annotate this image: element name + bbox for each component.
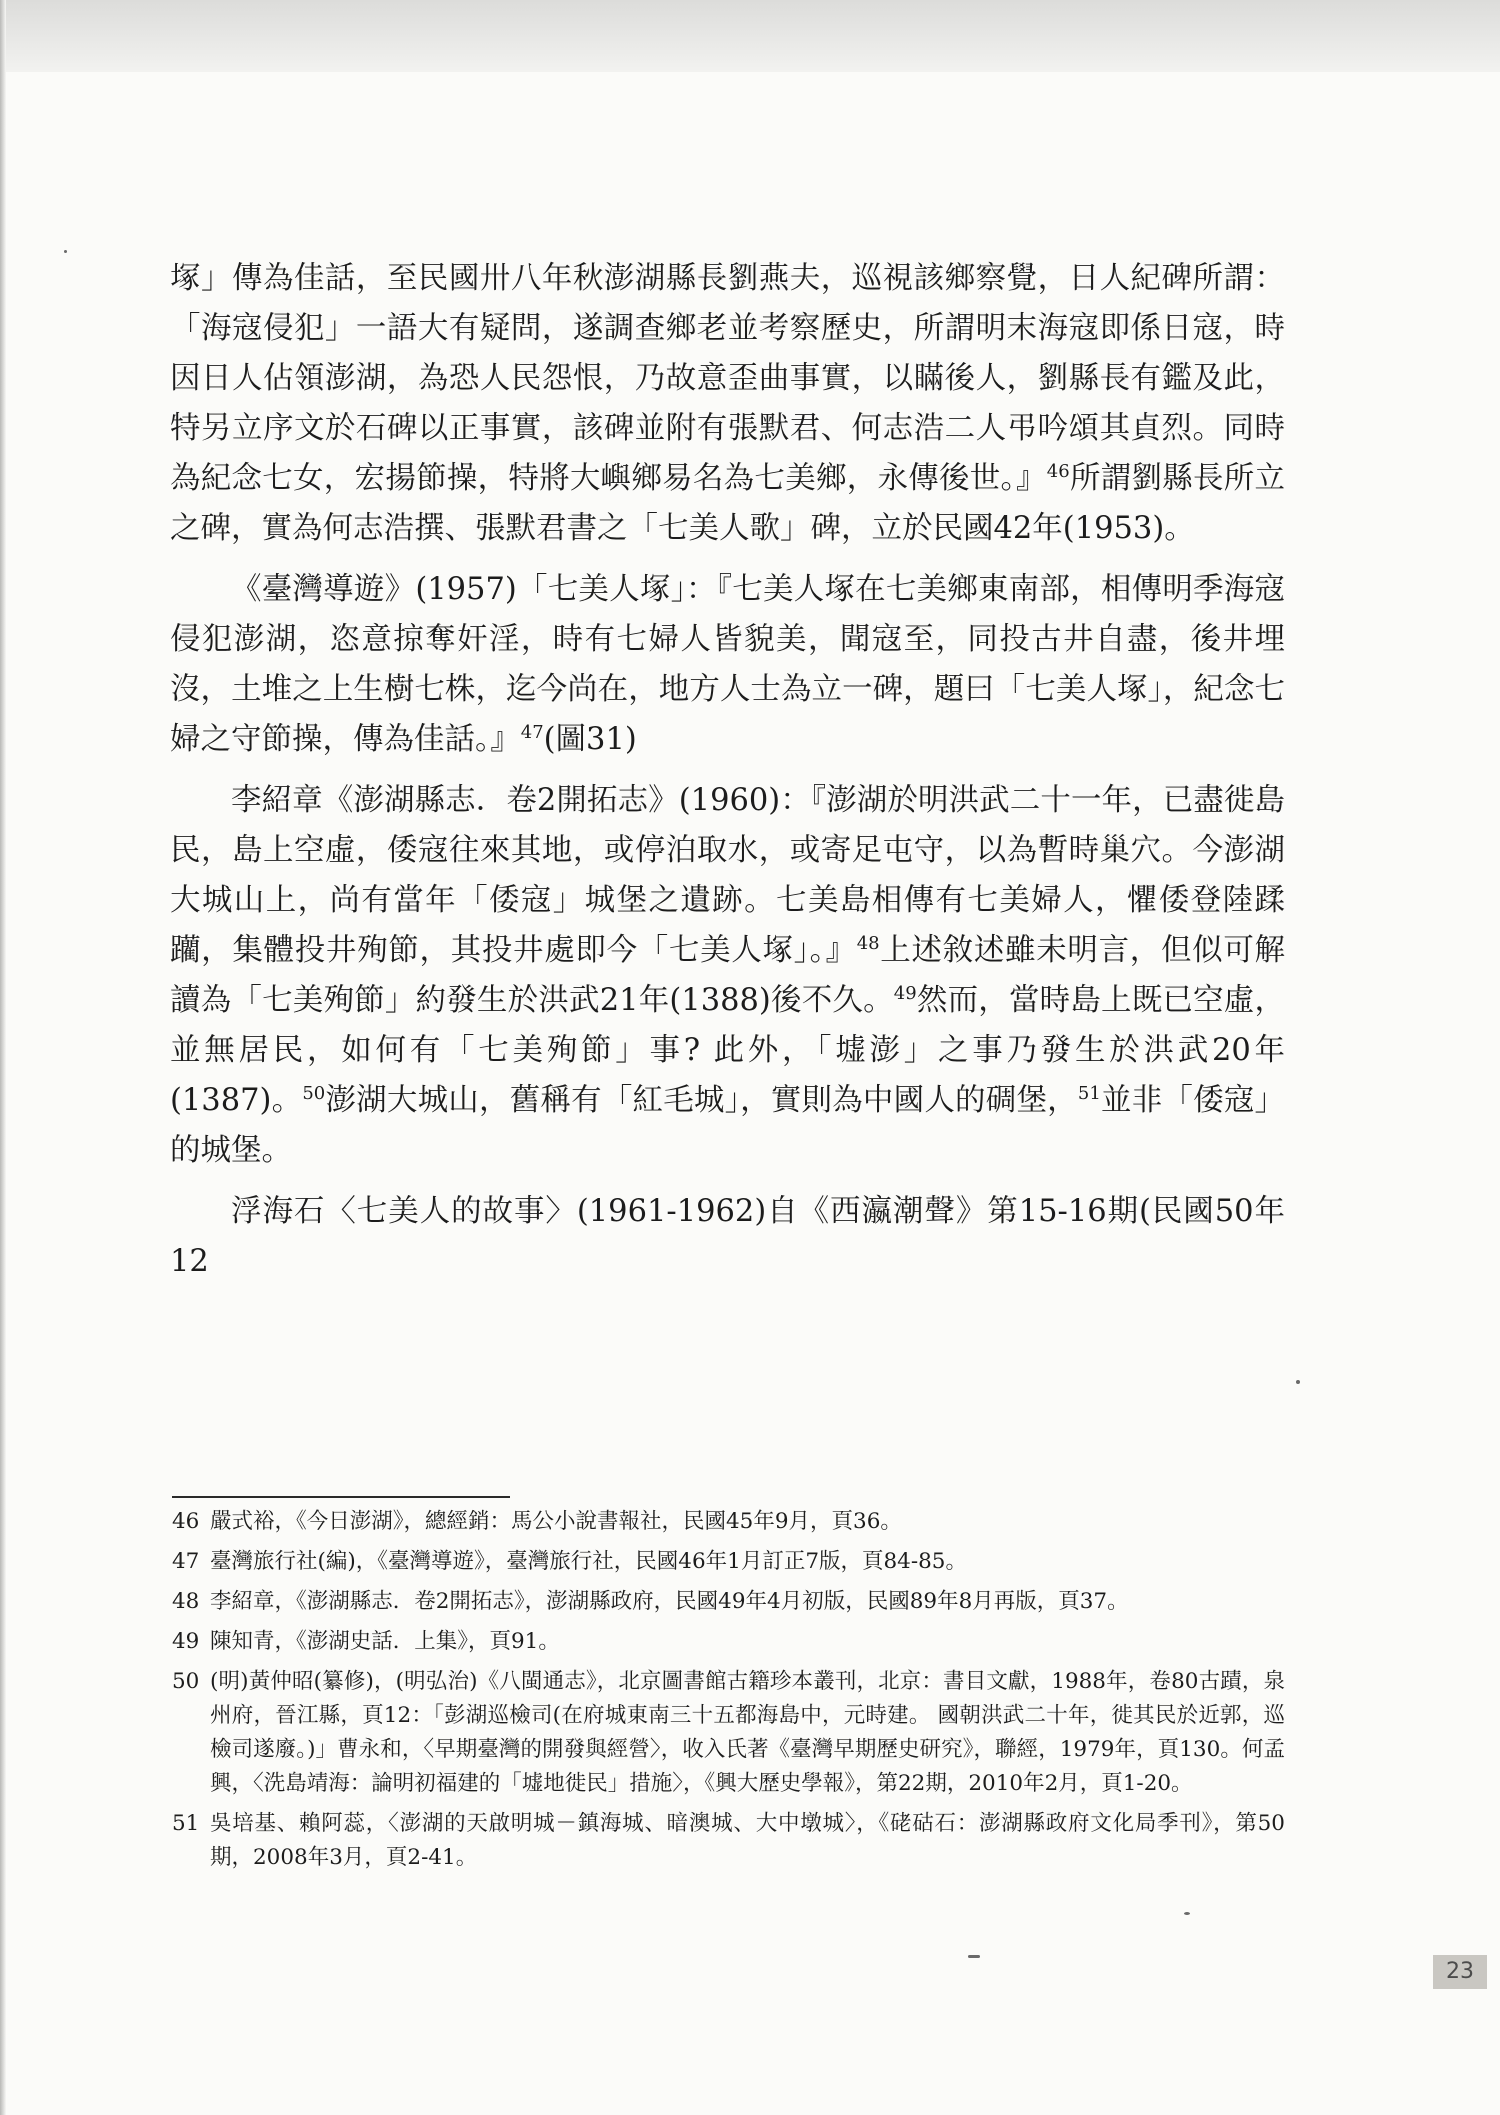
footnote-number: 47 bbox=[172, 1549, 200, 1574]
footnote-ref: 47 bbox=[520, 721, 544, 743]
footnote-item bbox=[172, 1585, 1285, 1619]
scan-left-edge bbox=[0, 0, 6, 2115]
text-run: 所謂劉縣長所立之碑，實為何志浩撰、張默君書之「七美人歌」碑，立於民國42年(1953)。 bbox=[170, 461, 1286, 546]
body-paragraph bbox=[170, 254, 1285, 554]
footnote-number: 50 bbox=[172, 1669, 200, 1694]
footnote-text: 吳培基、賴阿蕊，〈澎湖的天啟明城－鎮海城、暗澳城、大中墩城〉，《硓𥑮石：澎湖縣政府文化局季刊》，第50期，2008年3月，頁2-41。 bbox=[210, 1811, 1285, 1870]
footnote-text: 臺灣旅行社(編)，《臺灣導遊》，臺灣旅行社，民國46年1月訂正7版，頁84-85。 bbox=[210, 1549, 967, 1574]
footnote-ref: 50 bbox=[302, 1082, 326, 1104]
footnote-item bbox=[172, 1505, 1285, 1539]
scan-speck bbox=[64, 250, 67, 253]
page-number: 23 bbox=[1433, 1955, 1487, 1989]
text-run: 上述敘述雖未明言，但似可解讀為「七美殉節」約發生於洪武21年(1388)後不久。 bbox=[170, 933, 1286, 1018]
body-paragraph bbox=[170, 565, 1285, 765]
text-run: 浮海石〈七美人的故事〉(1961-1962)自《西瀛潮聲》第15-16期(民國50年12 bbox=[170, 1194, 1285, 1279]
footnote-number: 48 bbox=[172, 1589, 200, 1614]
footnotes bbox=[172, 1505, 1285, 1881]
scan-speck bbox=[1296, 1380, 1300, 1384]
footnote-item bbox=[172, 1807, 1285, 1875]
footnote-text: 嚴式裕，《今日澎湖》，總經銷：馬公小說書報社，民國45年9月，頁36。 bbox=[210, 1509, 902, 1534]
text-run: 澎湖大城山，舊稱有「紅毛城」，實則為中國人的碉堡， bbox=[325, 1083, 1078, 1118]
text-run: (圖31) bbox=[543, 722, 637, 757]
footnote-ref: 51 bbox=[1077, 1082, 1101, 1104]
text-run: 並非「倭寇」的城堡。 bbox=[170, 1083, 1286, 1168]
footnote-number: 51 bbox=[172, 1811, 200, 1836]
footnote-text: 陳知青，《澎湖史話．上集》，頁91。 bbox=[210, 1629, 560, 1654]
footnote-item bbox=[172, 1625, 1285, 1659]
text-run: 《臺灣導遊》(1957)「七美人塚」：『七美人塚在七美鄉東南部，相傳明季海寇侵犯澎湖，恣意掠奪奸淫，時有七婦人皆貌美，聞寇至，同投古井自盡，後井埋沒，土堆之上生樹七株，迄今尚在，地方人士為立一碑，題曰「七美人塚」，紀念七婦之守節操，傳為佳話。』 bbox=[170, 572, 1285, 757]
footnote-item bbox=[172, 1545, 1285, 1579]
footnote-number: 46 bbox=[172, 1509, 200, 1534]
footnote-ref: 49 bbox=[893, 982, 917, 1004]
body-paragraph bbox=[170, 776, 1285, 1176]
scan-speck bbox=[1184, 1912, 1190, 1915]
text-run: 塚」傳為佳話，至民國卅八年秋澎湖縣長劉燕夫，巡視該鄉察覺，日人紀碑所謂：「海寇侵犯」一語大有疑問，遂調查鄉老並考察歷史，所謂明末海寇即係日寇，時因日人佔領澎湖，為恐人民怨恨，乃故意歪曲事實，以瞞後人，劉縣長有鑑及此，特另立序文於石碑以正事實，該碑並附有張默君、何志浩二人弔吟頌其貞烈。同時為紀念七女，宏揚節操，特將大嶼鄉易名為七美鄉，永傳後世。』 bbox=[170, 261, 1285, 496]
footnote-text: (明)黃仲昭(纂修)，(明弘治)《八閩通志》，北京圖書館古籍珍本叢刊，北京：書目文獻，1988年，卷80古蹟，泉州府，晉江縣，頁12：「彭湖巡檢司(在府城東南三十五都海島中，元時建。 國朝洪武二十年，徙其民於近郭，巡檢司遂廢。)」曹永和，〈早期臺灣的開發與經營〉，收入氏著《臺灣早期歷史研究》，聯經，1979年，頁130。何孟興，〈洗島靖海：論明初福建的「墟地徙民」措施〉，《興大歷史學報》，第22期，2010年2月，頁1-20。 bbox=[210, 1669, 1285, 1796]
scan-speck bbox=[968, 1955, 980, 1958]
footnote-text: 李紹章，《澎湖縣志．卷2開拓志》，澎湖縣政府，民國49年4月初版，民國89年8月再版，頁37。 bbox=[210, 1589, 1129, 1614]
scan-top-shadow bbox=[0, 0, 1500, 72]
footnote-number: 49 bbox=[172, 1629, 200, 1654]
footnote-item bbox=[172, 1665, 1285, 1801]
footnote-separator bbox=[172, 1496, 510, 1498]
footnote-ref: 48 bbox=[856, 932, 880, 954]
footnote-ref: 46 bbox=[1046, 460, 1070, 482]
body-paragraph bbox=[170, 1187, 1285, 1287]
body-text bbox=[170, 254, 1285, 1298]
text-run: 李紹章《澎湖縣志．卷2開拓志》(1960)：『澎湖於明洪武二十一年，已盡徙島民，島上空虛，倭寇往來其地，或停泊取水，或寄足屯守，以為暫時巢穴。今澎湖大城山上，尚有當年「倭寇」城堡之遺跡。七美島相傳有七美婦人，懼倭登陸蹂躪，集體投井殉節，其投井處即今「七美人塚」。』 bbox=[170, 783, 1285, 968]
text-run: 然而，當時島上既已空虛，並無居民，如何有「七美殉節」事? 此外，「墟澎」之事乃發生於洪武20年(1387)。 bbox=[170, 983, 1285, 1118]
